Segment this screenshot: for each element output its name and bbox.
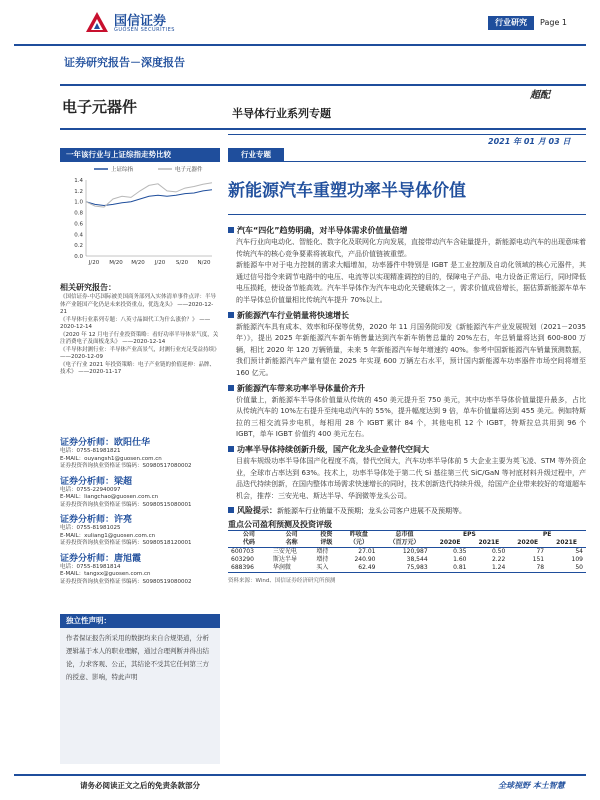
y-tick-label: 1.2	[74, 188, 83, 195]
report-title: 新能源汽车重塑功率半导体价值	[228, 181, 466, 201]
section	[228, 444, 586, 502]
series-title: 半导体行业系列专题	[232, 107, 331, 120]
table-cell: 0.81	[431, 564, 470, 573]
logo-text: 国信证券	[114, 14, 167, 29]
section-heading: 新能源汽车行业销量将快速增长	[237, 310, 349, 320]
chart-heading: 一年该行业与上证综指走势比较	[60, 148, 220, 162]
table-cell: 77	[536, 548, 545, 556]
analyst-name: 欧阳仕华	[114, 438, 151, 448]
table-row	[228, 564, 586, 573]
analyst-cert: 证券投资咨询执业资格证书编码：S0980515080001	[60, 501, 192, 508]
table-cell: 75,983	[378, 564, 430, 573]
analyst-card	[60, 474, 220, 510]
col-head: 2021E	[469, 539, 508, 548]
analyst-list	[60, 432, 220, 586]
table-cell: 0.50	[491, 548, 506, 556]
table-cell: 买入	[313, 564, 339, 573]
section-heading: 风险提示：	[237, 506, 277, 516]
main-tag-divider	[284, 161, 586, 162]
col-head: 名称	[270, 539, 313, 548]
section	[228, 225, 586, 307]
y-tick-label: 1.0	[74, 199, 83, 206]
related-report[interactable]: 《半导体行业系列专题：八英寸晶圆代工为什么涨价？》 ——2020-12-14	[60, 316, 211, 330]
x-tick-label: S/20	[175, 260, 189, 266]
series-line	[86, 183, 212, 207]
col-head: 2020E	[431, 539, 470, 548]
analyst-phone: 电话：0755-81981025	[60, 525, 121, 531]
table-row	[228, 548, 586, 557]
section-text: 汽车行业向电动化、智能化、数字化及联网化方向发展，直接带动汽车含硅量提升，新能源电动汽车的出现意味着传统汽车的核心竞争要素将被取代，产品价值链被重塑。 新能源车中对于电力控制的需求大幅增加，功率器件中特别是 IGBT 是工业控制及自动化领域的核心元器件，其通过信号指令来调节电路中的电压、电流等以实现精准调控的目的，保障电子产品、电力设备正常运行，同时降低电压损耗，使设备节能高效。汽车半导体作为汽车电动化关键载体之一，需求价值成倍增长，据估算新能源车单车的半导体总价值量相比传统汽车提升 70%以上。	[236, 238, 586, 304]
title-divider	[228, 214, 586, 215]
y-tick-label: 0.2	[74, 243, 83, 250]
col-head: 昨收盘	[339, 531, 378, 540]
independence-text: 作者保证报告所采用的数据均来自合规渠道，分析逻辑基于本人的职业理解，通过合理判断并得出结论，力求客观、公正，其结论不受其它任何第三方的授意、影响，特此声明	[66, 634, 209, 681]
rating: 超配	[530, 90, 550, 101]
analyst-role: 证券分析师：	[60, 553, 115, 564]
table-cell: 54	[575, 548, 583, 556]
table-cell: 增持	[316, 548, 329, 556]
section-heading: 功率半导体持续创新升级，国产化龙头企业替代空间大	[237, 444, 429, 454]
square-bullet-icon	[228, 227, 234, 233]
related-report[interactable]: 《国信证券-中芯国际被美国商务部列入实体清单事件点评：半导体产业链国产化仍是未来投资重点，优选龙头》 ——2020-12-21	[60, 294, 216, 315]
analyst-name: 梁超	[114, 476, 133, 487]
report-date: 2021 年 01 月 03 日	[488, 137, 571, 146]
related-report[interactable]: 《半导体封测行业：半导体产业高景气，封测行业充足受益持续》 ——2020-12-09	[60, 346, 220, 360]
table-cell: 50	[547, 564, 586, 573]
col-head: 总市值	[378, 531, 430, 540]
x-tick-label: J/20	[88, 260, 100, 266]
section-text: 价值量上，新能源车半导体价值量从传统的 450 美元提升至 750 美元，其中功率半导体价值量提升最多，占比从传统汽车的 10%左右提升至纯电动汽车的 55%，提升幅度达到 9 倍，单车价值量将达到 455 美元。例如特斯拉的三相交流异步电机，每相用 28 个 IGBT 累计 84 个，其他电机 12 个 IGBT，特斯拉总共用到 96 个 IGBT，单车 IGBT 价值约 400 美元左右。	[236, 395, 586, 439]
y-tick-label: 0.0	[74, 254, 83, 260]
section	[228, 383, 586, 441]
table-cell: 1.60	[453, 556, 467, 564]
related-report[interactable]: 《电子行业 2021 年投资策略：电子产业链的价值延伸：品牌、技术》 ——2020-11-17	[60, 361, 215, 375]
section	[228, 505, 586, 517]
section-heading: 新能源汽车带来功率半导体量价齐升	[237, 383, 365, 393]
square-bullet-icon	[228, 312, 234, 318]
main-tag: 行业专题	[228, 148, 284, 162]
analyst-cert: 证券投资咨询执业资格证书编码：S0980518120001	[60, 540, 192, 546]
report-body	[228, 222, 586, 584]
related-reports-title: 相关研究报告：	[60, 283, 116, 292]
square-bullet-icon	[228, 446, 234, 452]
analyst-card	[60, 512, 220, 548]
x-tick-label: J/20	[154, 260, 166, 266]
x-tick-label: M/20	[109, 260, 123, 266]
col-head: 公司	[270, 531, 313, 540]
analyst-phone: 电话：0755-22940097	[60, 486, 121, 493]
analyst-cert: 证券投资咨询执业资格证书编码：S0980519080002	[60, 578, 192, 585]
header-divider	[14, 44, 586, 46]
table-cell: 0.35	[453, 548, 467, 556]
section-text: 目前车规级功率半导体国产化程度不高，替代空间大，汽车功率半导体前 5 大企业主要为英飞凌、STM 等外资企业，全球市占率达到 63%。技术上，功率半导体处于第二代 Si 基往第三代 SiC/GaN 等衬底材料升级过程中，产品迭代持续创新，在国内整体市场需求快速增长的同时，技术创新迭代持续升级，给国产企业带来较好的弯道超车机会，推荐：三安光电、斯达半导、华润微等龙头公司。	[236, 456, 586, 500]
col-head: PE	[508, 531, 586, 540]
legend-label: 电子元器件	[175, 167, 203, 173]
table-cell: 688396	[228, 564, 270, 573]
y-tick-label: 1.4	[74, 178, 83, 184]
analyst-role: 证券分析师：	[60, 438, 115, 448]
section-heading: 汽车“四化”趋势明确，对半导体需求价值量倍增	[237, 226, 408, 235]
table-cell: 603290	[231, 556, 254, 564]
x-tick-label: M/20	[131, 260, 145, 266]
analyst-email[interactable]: E-MAIL：xuliang1@guosen.com.cn	[60, 532, 156, 539]
sector-title: 电子元器件	[62, 98, 138, 116]
related-reports-list	[60, 294, 220, 377]
col-head: 2020E	[508, 539, 547, 548]
analyst-role: 证券分析师：	[60, 515, 115, 525]
series-line	[86, 190, 212, 206]
table-title: 重点公司盈利预测及投资评级	[228, 520, 332, 530]
table-cell: 109	[571, 556, 583, 564]
analyst-email[interactable]: E-MAIL：tangxx@guosen.com.cn	[60, 571, 151, 577]
analyst-name: 许亮	[114, 515, 133, 525]
header-tag: 行业研究	[488, 16, 534, 30]
analyst-email[interactable]: E-MAIL：liangchao@guosen.com.cn	[60, 494, 159, 500]
analyst-cert: 证券投资咨询执业资格证书编码：S0980517080002	[60, 463, 192, 469]
table-cell: 38,544	[406, 556, 428, 564]
table-cell: 600703	[231, 548, 254, 556]
table-cell: 1.24	[469, 564, 508, 573]
table-cell: 2.22	[491, 556, 506, 564]
logo-icon	[84, 10, 110, 34]
table-cell: 151	[532, 556, 545, 564]
analyst-phone: 电话：0755-81981821	[60, 448, 121, 454]
date-divider	[228, 134, 586, 135]
col-head: 公司	[228, 531, 270, 540]
page-number: Page 1	[540, 18, 567, 27]
y-tick-label: 0.8	[74, 210, 83, 217]
analyst-phone: 电话：0755-81981814	[60, 563, 121, 570]
col-head: 评级	[313, 539, 339, 548]
forecast-table	[228, 530, 586, 573]
table-cell: 增持	[316, 556, 329, 564]
independence-heading: 独立性声明：	[60, 614, 220, 628]
table-cell: 78	[508, 564, 547, 573]
report-type: 证券研究报告－深度报告	[64, 56, 185, 69]
performance-chart	[60, 160, 220, 268]
analyst-email[interactable]: E-MAIL：ouyangsh1@guosen.com.cn	[60, 455, 162, 462]
section	[228, 310, 586, 380]
square-bullet-icon	[228, 507, 234, 513]
x-tick-label: N/20	[197, 260, 211, 266]
analyst-name: 唐旭霞	[114, 553, 142, 564]
y-tick-label: 0.6	[74, 221, 83, 228]
table-cell: 62.49	[339, 564, 378, 573]
footer-divider	[14, 774, 586, 776]
independence-statement	[60, 614, 220, 764]
table-cell: 三安光电	[272, 548, 297, 556]
section-text: 新能源汽车具有成本、效率和环保等优势，2020 年 11 月国务院印发《新能源汽车产业发展规划（2021－2035 年）》，提出 2025 年新能源汽车新车销售量达到汽车新车销售总量的 20%左右，年总销量将达到 600-800 万辆，相比 2020 年 120 万辆销量，未来 5 年新能源汽车每年增速约 40%。参考中国新能源汽车销量预测数据，我们预计新能源汽车产量有望在 2025 年实现 600 万辆左右水平，预计国内新能源车功率器件市场空间将增至 160 亿元。	[236, 322, 586, 377]
table-cell: 120,987	[402, 548, 428, 556]
analyst-card	[60, 551, 220, 587]
logo-subtext: GUOSEN SECURITIES	[114, 27, 175, 33]
col-head: 投资	[313, 531, 339, 540]
square-bullet-icon	[228, 385, 234, 391]
table-cell: 27.01	[358, 548, 376, 556]
analyst-role: 证券分析师：	[60, 476, 115, 487]
section-text: 新能源车行业销量不及预期；龙头公司客户进展不及预期等。	[277, 507, 466, 516]
table-cell: 240.90	[354, 556, 376, 564]
table-cell: 斯达半导	[272, 556, 297, 564]
disclaimer-note: 请务必阅读正文之后的免责条款部分	[80, 781, 200, 790]
related-report[interactable]: 《2020 年 12 月电子行业投资策略：看好功率半导体景气度，关注消费电子及面板龙头》 ——2020-12-14	[60, 331, 219, 345]
y-tick-label: 0.4	[74, 232, 83, 239]
table-source: 资料来源：Wind、国信证券经济研究所预测	[228, 578, 336, 585]
col-head: 代码	[228, 539, 270, 548]
col-head: （百万元）	[378, 539, 430, 548]
footer-slogan: 全球视野 本土智慧	[498, 781, 565, 790]
col-head: EPS	[431, 531, 509, 540]
col-head: （元）	[339, 539, 378, 548]
col-head: 2021E	[547, 539, 586, 548]
table-cell: 华润微	[270, 564, 313, 573]
analyst-card	[60, 435, 220, 471]
legend-label: 上证综指	[111, 167, 134, 173]
